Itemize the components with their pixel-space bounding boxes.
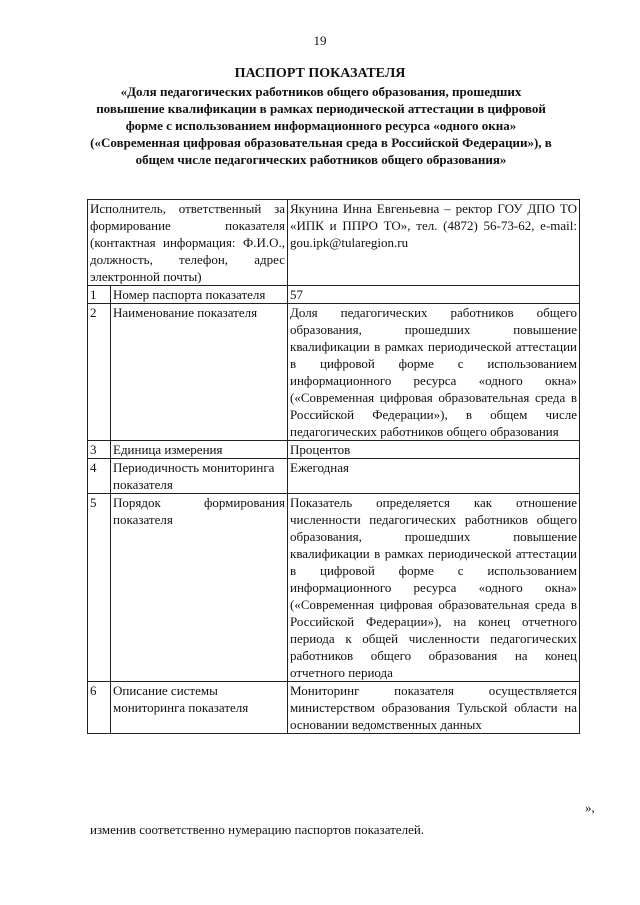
closing-quote-mark: », <box>585 800 595 815</box>
document-title: ПАСПОРТ ПОКАЗАТЕЛЯ <box>234 66 406 81</box>
executor-label: Исполнитель, ответственный за формирование показателя (контактная информация: Ф.И.О., должность, телефон, адрес электронной почты) <box>88 200 288 286</box>
table-row <box>88 441 580 459</box>
indicator-passport-table <box>87 199 580 734</box>
executor-value: Якунина Инна Евгеньевна – ректор ГОУ ДПО ТО «ИПК и ППРО ТО», тел. (4872) 56-73-62, e-mail: gou.ipk@tularegion.ru <box>288 200 580 286</box>
row-value: 57 <box>288 286 580 304</box>
row-label: Периодичность мониторинга показателя <box>111 459 288 494</box>
row-number: 1 <box>88 286 111 304</box>
table-row <box>88 200 580 286</box>
row-label: Описание системы мониторинга показателя <box>111 682 288 734</box>
row-value: Мониторинг показателя осуществляется министерством образования Тульской области на основании ведомственных данных <box>288 682 580 734</box>
row-value: Показатель определяется как отношение численности педагогических работников общего образования, прошедших повышение квалификации в рамках периодической аттестации в цифровой форме с использованием информационного ресурса «одного окна» («Современная цифровая образовательная среда в Российской Федерации»), на конец отчетного периода к общей численности педагогических работников общего образования на конец отчетного периода <box>288 494 580 682</box>
row-label: Порядок формирования показателя <box>111 494 288 682</box>
table-row <box>88 459 580 494</box>
row-value: Ежегодная <box>288 459 580 494</box>
row-number: 3 <box>88 441 111 459</box>
row-number: 4 <box>88 459 111 494</box>
row-label: Единица измерения <box>111 441 288 459</box>
page-number: 19 <box>313 33 327 48</box>
row-number: 5 <box>88 494 111 682</box>
row-number: 2 <box>88 304 111 441</box>
table-row <box>88 286 580 304</box>
indicator-subtitle: «Доля педагогических работников общего образования, прошедших повышение квалификации в рамках периодической аттестации в цифровой форме с использованием информационного ресурса «одного окна» («Современная цифровая образовательная среда в Российской Федерации»), в общем числе педагогических работников общего образования» <box>90 84 552 167</box>
row-value: Процентов <box>288 441 580 459</box>
table-row <box>88 304 580 441</box>
row-label: Наименование показателя <box>111 304 288 441</box>
row-value: Доля педагогических работников общего образования, прошедших повышение квалификации в рамках периодической аттестации в цифровой форме с использованием информационного ресурса «одного окна» («Современная цифровая образовательная среда в Российской Федерации»), в общем числе педагогических работников общего образования <box>288 304 580 441</box>
row-number: 6 <box>88 682 111 734</box>
table-row <box>88 494 580 682</box>
footer-text: изменив соответственно нумерацию паспортов показателей. <box>90 822 425 837</box>
table-row <box>88 682 580 734</box>
row-label: Номер паспорта показателя <box>111 286 288 304</box>
